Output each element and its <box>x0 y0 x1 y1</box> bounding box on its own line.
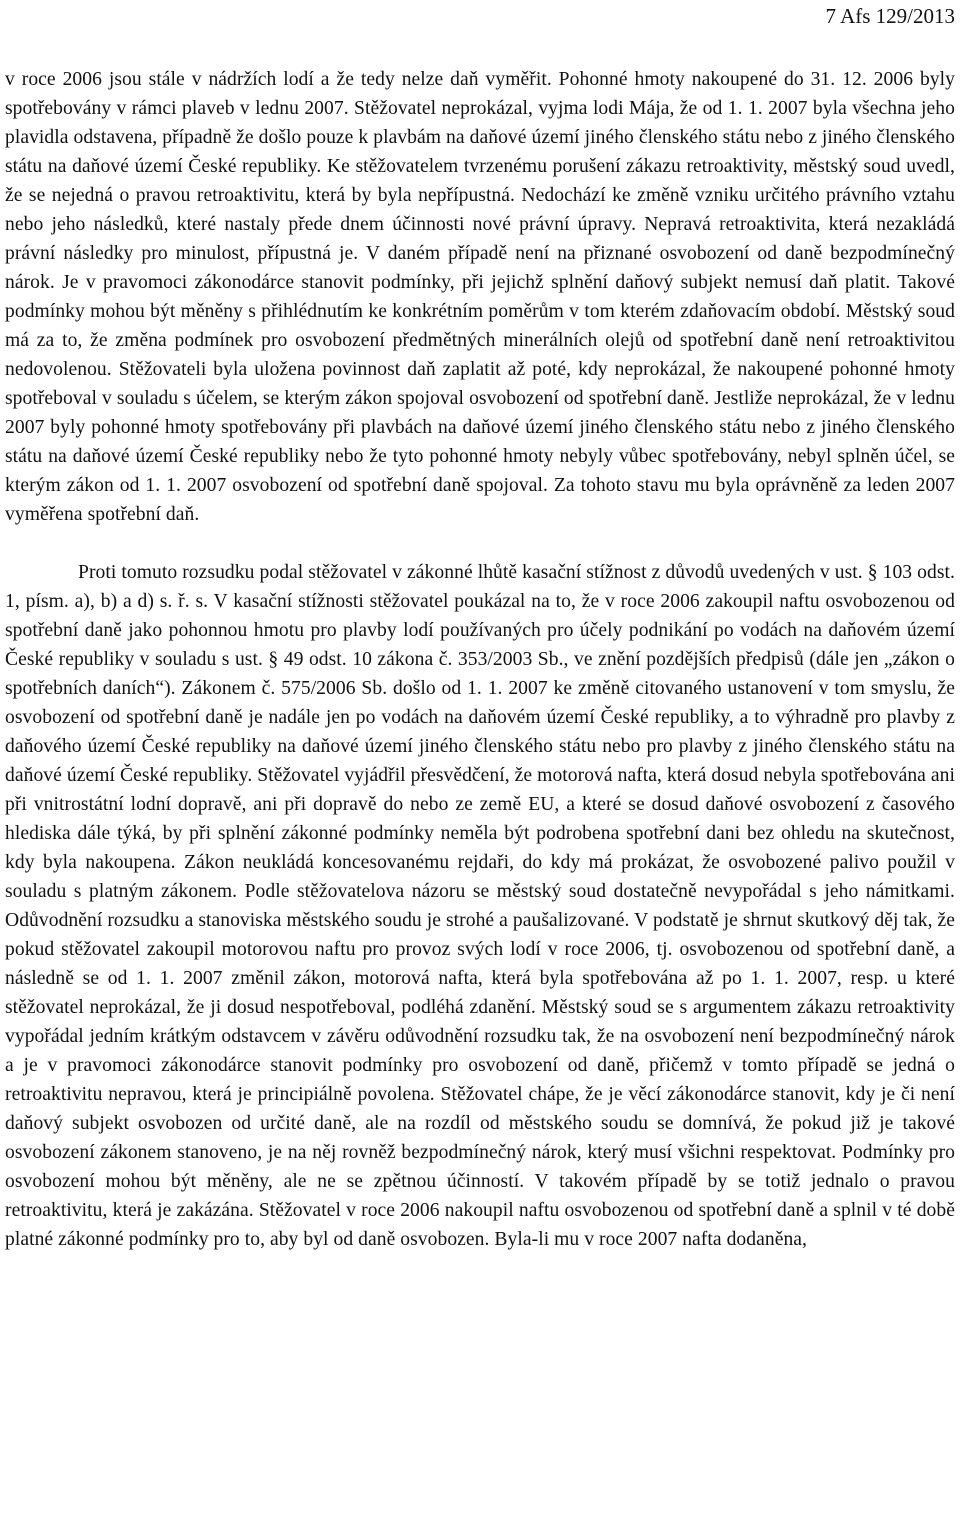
paragraph-court-reasoning: v roce 2006 jsou stále v nádržích lodí a že tedy nelze daň vyměřit. Pohonné hmoty nakoupené do 31. 12. 2006 byly spotřebovány v rámci plaveb v lednu 2007. Stěžovatel neprokázal, vyjma lodi Mája, že od 1. 1. 2007 byla všechna jeho plavidla odstavena, případně že došlo pouze k plavbám na daňové území jiného členského státu nebo z jiného členského státu na daňové území České republiky. Ke stěžovatelem tvrzenému porušení zákazu retroaktivity, městský soud uvedl, že se nejedná o pravou retroaktivitu, která by byla nepřípustná. Nedochází ke změně vzniku určitého právního vztahu nebo jeho následků, které nastaly přede dnem účinnosti nové právní úpravy. Nepravá retroaktivita, která nezakládá právní následky pro minulost, přípustná je. V daném případě není na přiznané osvobození od daně bezpodmínečný nárok. Je v pravomoci zákonodárce stanovit podmínky, při jejichž splnění daňový subjekt nemusí daň platit. Takové podmínky mohou být měněny s přihlédnutím ke konkrétním poměrům v tom kterém zdaňovacím období. Městský soud má za to, že změna podmínek pro osvobození předmětných minerálních olejů od spotřební daně není retroaktivitou nedovolenou. Stěžovateli byla uložena povinnost daň zaplatit až poté, kdy neprokázal, že nakoupené pohonné hmoty spotřeboval v souladu s účelem, se kterým zákon spojoval osvobození od spotřební daně. Jestliže neprokázal, že v lednu 2007 byly pohonné hmoty spotřebovány při plavbách na daňové území jiného členského státu nebo z jiného členského státu na daňové území České republiky nebo že tyto pohonné hmoty nebyly vůbec spotřebovány, nebyl splněn účel, se kterým zákon od 1. 1. 2007 osvobození od spotřební daně spojoval. Za tohoto stavu mu byla oprávněně za leden 2007 vyměřena spotřební daň. <box>5 69 955 525</box>
case-number-header: 7 Afs 129/2013 <box>825 4 955 28</box>
document-page <box>5 0 955 1254</box>
paragraph-cassation-complaint: Proti tomuto rozsudku podal stěžovatel v zákonné lhůtě kasační stížnost z důvodů uvedených v ust. § 103 odst. 1, písm. a), b) a d) s. ř. s. V kasační stížnosti stěžovatel poukázal na to, že v roce 2006 zakoupil naftu osvobozenou od spotřební daně jako pohonnou hmotu pro plavby lodí používaných pro účely podnikání po vodách na daňovém území České republiky v souladu s ust. § 49 odst. 10 zákona č. 353/2003 Sb., ve znění pozdějších předpisů (dále jen „zákon o spotřebních daních“). Zákonem č. 575/2006 Sb. došlo od 1. 1. 2007 ke změně citovaného ustanovení v tom smyslu, že osvobození od spotřební daně je nadále jen po vodách na daňovém území České republiky, a to výhradně pro plavby z daňového území České republiky na daňové území jiného členského státu nebo pro plavby z jiného členského státu na daňové území České republiky. Stěžovatel vyjádřil přesvědčení, že motorová nafta, která dosud nebyla spotřebována ani při vnitrostátní lodní dopravě, ani při dopravě do nebo ze země EU, a které se dosud daňové osvobození z časového hlediska dále týká, by při splnění zákonné podmínky neměla být podrobena spotřební dani bez ohledu na skutečnost, kdy byla nakoupena. Zákon neukládá koncesovanému rejdaři, do kdy má prokázat, že osvobozené palivo použil v souladu s platným zákonem. Podle stěžovatelova názoru se městský soud dostatečně nevypořádal s jeho námitkami. Odůvodnění rozsudku a stanoviska městského soudu je strohé a paušalizované. V podstatě je shrnut skutkový děj tak, že pokud stěžovatel zakoupil motorovou naftu pro provoz svých lodí v roce 2006, tj. osvobozenou od spotřební daně, a následně se od 1. 1. 2007 změnil zákon, motorová nafta, která byla spotřebována až po 1. 1. 2007, resp. u které stěžovatel neprokázal, že ji dosud nespotřeboval, podléhá zdanění. Městský soud se s argumentem zákazu retroaktivity vypořádal jedním krátkým odstavcem v závěru odůvodnění rozsudku tak, že na osvobození není bezpodmínečný nárok a je v pravomoci zákonodárce stanovit podmínky pro osvobození od daně, přičemž v tomto případě se jedná o retroaktivitu nepravou, která je principiálně povolena. Stěžovatel chápe, že je věcí zákonodárce stanovit, kdy je či není daňový subjekt osvobozen od určité daně, ale na rozdíl od městského soudu se domnívá, že pokud již je takové osvobození zákonem stanoveno, je na něj rovněž bezpodmínečný nárok, který musí všichni respektovat. Podmínky pro osvobození mohou být měněny, ale ne se zpětnou účinností. V takovém případě by se totiž jednalo o pravou retroaktivitu, která je zakázána. Stěžovatel v roce 2006 nakoupil naftu osvobozenou od spotřební daně a splnil v té době platné zákonné podmínky pro to, aby byl od daně osvobozen. Byla-li mu v roce 2007 nafta dodaněna, <box>5 562 955 1250</box>
